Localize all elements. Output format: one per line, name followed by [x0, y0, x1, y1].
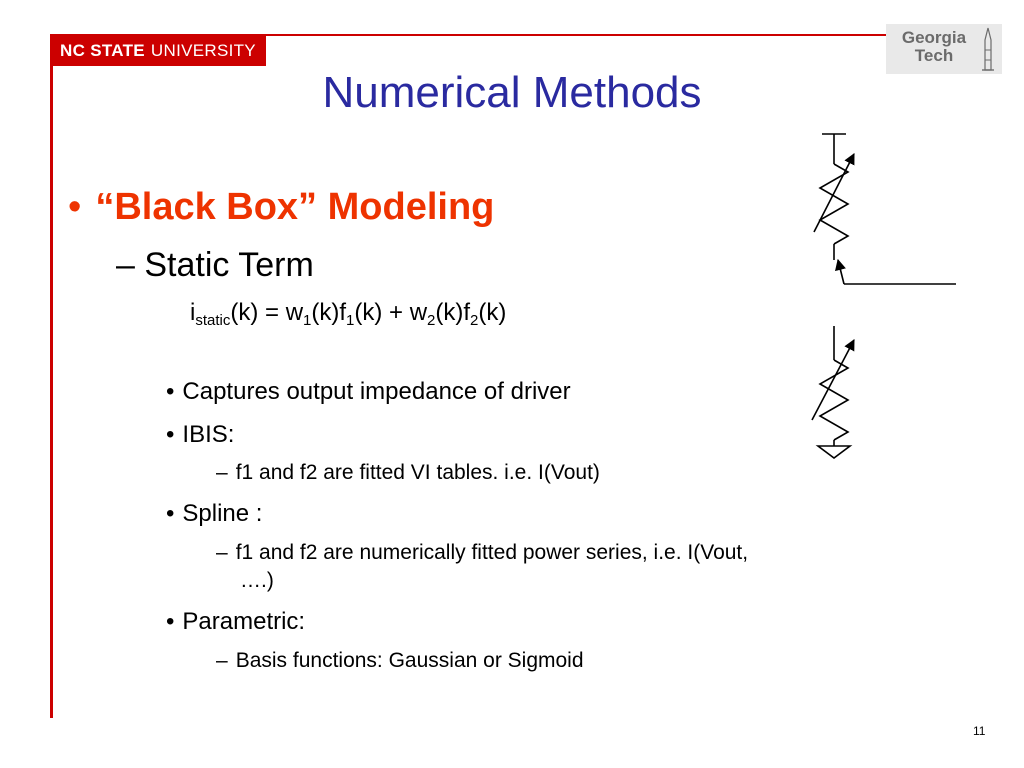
ground-icon: [818, 446, 850, 458]
formula-sub: 2: [427, 312, 436, 329]
bullet-spline: [166, 500, 262, 528]
dash-marker: –: [116, 246, 135, 284]
bullet-marker: •: [166, 421, 175, 448]
dash-marker: –: [216, 541, 228, 564]
formula-i: i: [190, 299, 196, 326]
formula-sub: 2: [470, 312, 479, 329]
bullet-marker: •: [166, 608, 175, 635]
formula-part: (k) = w: [230, 299, 304, 326]
formula-sub: 1: [303, 312, 312, 329]
dash-marker: –: [216, 649, 228, 672]
gt-line-2: Tech: [914, 46, 954, 65]
bullet-text: ….): [240, 569, 274, 592]
static-term-formula: [190, 299, 506, 327]
bullet-captures-impedance: [166, 378, 571, 406]
ncsu-logo: [50, 36, 266, 66]
sub-bullet-ibis-tables: [216, 461, 600, 485]
slide-title: Numerical Methods: [322, 68, 702, 117]
pull-up-variable-resistor: [814, 134, 956, 284]
left-rule: [50, 34, 53, 718]
sub-bullet-text: Static Term: [144, 246, 314, 284]
sub-bullet-static-term: [116, 246, 314, 285]
bullet-black-box: [68, 186, 494, 229]
bullet-text: Captures output impedance of driver: [182, 378, 571, 405]
formula-part: (k)f: [311, 299, 347, 326]
bullet-text: “Black Box” Modeling: [95, 186, 495, 228]
sub-bullet-spline-continued: [240, 569, 274, 593]
sub-bullet-basis-functions: [216, 649, 584, 673]
bullet-text: Basis functions: Gaussian or Sigmoid: [235, 649, 584, 672]
formula-part: (k): [478, 299, 507, 326]
page-number: 11: [973, 724, 986, 738]
ncsu-logo-bold: NC STATE: [60, 41, 145, 60]
bullet-marker: •: [166, 500, 175, 527]
bullet-marker: •: [166, 378, 175, 405]
dash-marker: –: [216, 461, 228, 484]
tech-tower-icon: [978, 26, 998, 72]
pull-down-variable-resistor: [812, 326, 854, 446]
formula-part: (k) + w: [354, 299, 428, 326]
bullet-ibis: [166, 421, 234, 449]
bullet-text: Spline :: [182, 500, 263, 527]
sub-bullet-spline-series: [216, 541, 748, 565]
bullet-text: f1 and f2 are numerically fitted power series, i.e. I(Vout,: [235, 541, 749, 564]
bullet-text: f1 and f2 are fitted VI tables. i.e. I(Vout): [235, 461, 600, 484]
formula-sub: 1: [346, 312, 355, 329]
georgia-tech-logo: [886, 24, 1002, 74]
formula-sub-static: static: [195, 312, 231, 329]
georgia-tech-wordmark: [892, 29, 976, 65]
bullet-text: IBIS:: [182, 421, 235, 448]
gt-line-1: Georgia: [901, 28, 967, 47]
ncsu-logo-light: UNIVERSITY: [150, 41, 256, 60]
formula-part: (k)f: [435, 299, 471, 326]
bullet-marker: •: [68, 186, 82, 228]
circuit-diagram: [780, 128, 970, 468]
bullet-text: Parametric:: [182, 608, 306, 635]
bullet-parametric: [166, 608, 305, 636]
